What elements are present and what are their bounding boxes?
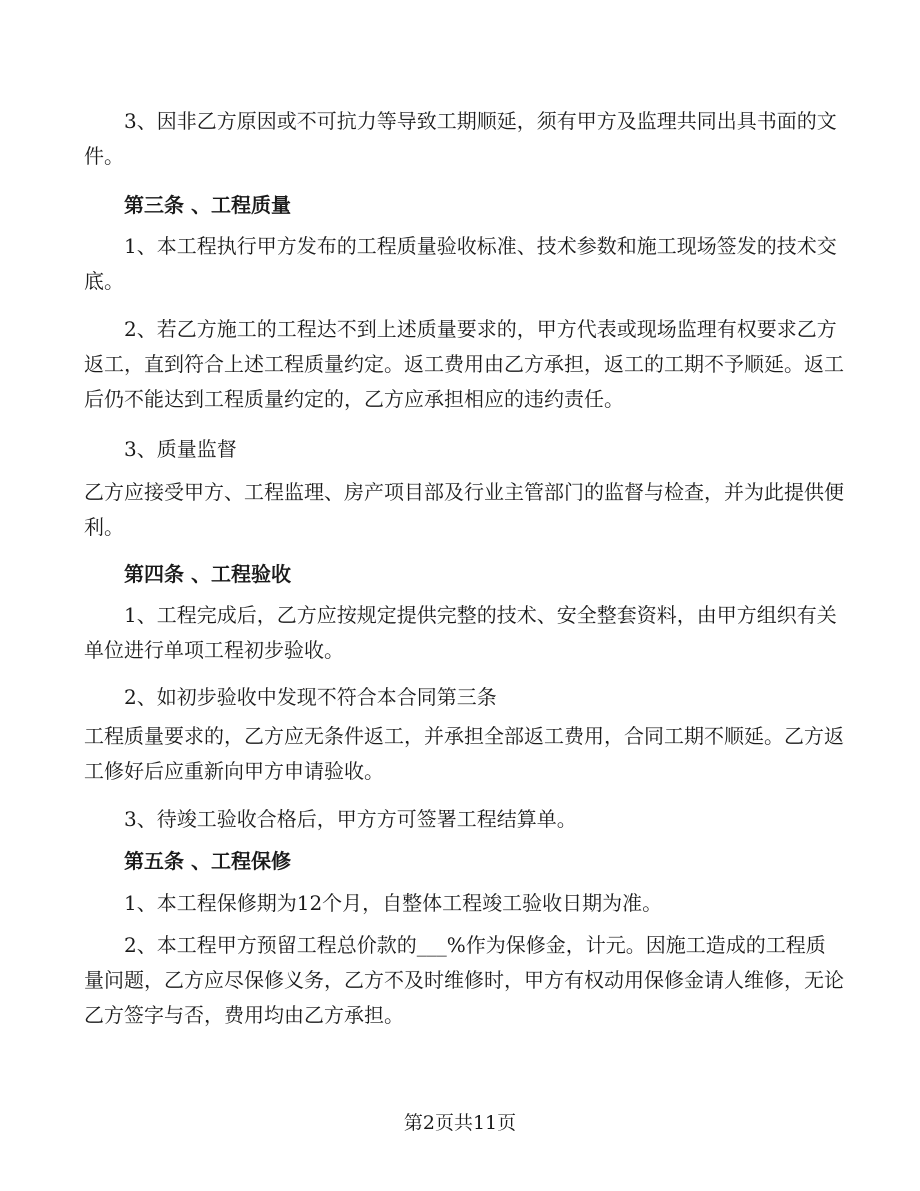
paragraph-acceptance-nonconform: 2、如初步验收中发现不符合本合同第三条: [124, 685, 497, 709]
paragraph-supervision-detail: 乙方应接受甲方、工程监理、房产项目部及行业主管部门的监督与检查，并为此提供便利。: [84, 480, 844, 539]
paragraph-acceptance-initial: 1、工程完成后，乙方应按规定提供完整的技术、安全整套资料，由甲方组织有关单位进行单项工程初步验收。: [84, 603, 837, 662]
section-heading-acceptance: 第四条 、工程验收: [124, 562, 291, 586]
section-heading-quality: 第三条 、工程质量: [124, 193, 291, 217]
paragraph-quality-supervision: 3、质量监督: [124, 437, 237, 461]
page-number-footer: 第2页共11页: [403, 1112, 517, 1134]
paragraph-quality-standard: 1、本工程执行甲方发布的工程质量验收标准、技术参数和施工现场签发的技术交底。: [84, 234, 837, 293]
paragraph-acceptance-settlement: 3、待竣工验收合格后，甲方方可签署工程结算单。: [124, 807, 577, 831]
paragraph-warranty-period: 1、本工程保修期为12个月，自整体工程竣工验收日期为准。: [124, 891, 663, 915]
section-heading-warranty: 第五条 、工程保修: [124, 849, 291, 873]
paragraph-warranty-deposit: 2、本工程甲方预留工程总价款的___%作为保修金，计元。因施工造成的工程质量问题，乙方应尽保修义务，乙方不及时维修时，甲方有权动用保修金请人维修，无论乙方签字与否，费用均由乙方承担。: [84, 933, 844, 1027]
paragraph-construction-delay: 3、因非乙方原因或不可抗力等导致工期顺延，须有甲方及监理共同出具书面的文件。: [84, 109, 837, 168]
paragraph-quality-rework: 2、若乙方施工的工程达不到上述质量要求的，甲方代表或现场监理有权要求乙方返工，直到符合上述工程质量约定。返工费用由乙方承担，返工的工期不予顺延。返工后仍不能达到工程质量约定的，乙方应承担相应的违约责任。: [84, 317, 844, 411]
paragraph-acceptance-rework: 工程质量要求的，乙方应无条件返工，并承担全部返工费用，合同工期不顺延。乙方返工修好后应重新向甲方申请验收。: [84, 724, 844, 783]
